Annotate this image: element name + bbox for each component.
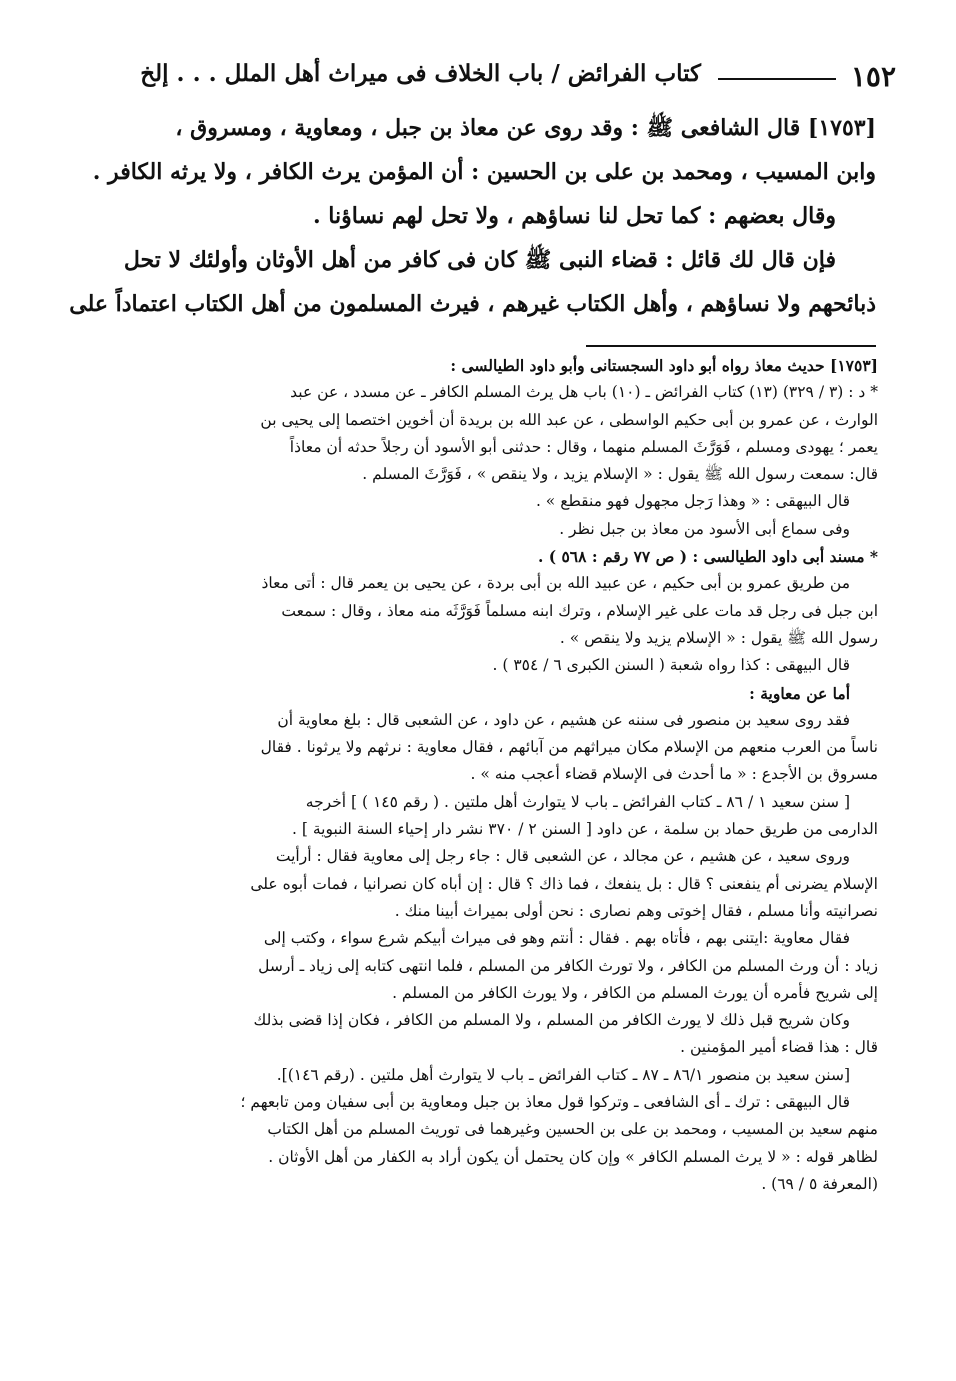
note-line: قال البيهقى : « وهذا رَجل مجهول فهو منقطع » . <box>535 492 850 511</box>
main-line: وابن المسيب ، ومحمد بن على بن الحسين : أن المؤمن يرث الكافر ، ولا يرثه الكافر . <box>92 159 876 185</box>
note-line: رسول الله ﷺ يقول : « الإسلام يزيد ولا ينقص » . <box>559 628 878 647</box>
note-line: فقال معاوية :ايتنى بهم ، فأتاه بهم . فقال : أنتم وهو فى ميراث أبيكم شرع سواء ، وكتب إلى <box>263 929 850 948</box>
page-header <box>62 56 896 96</box>
note-line: [ سنن سعيد ١ / ٨٦ ـ كتاب الفرائض ـ باب لا يتوارث أهل ملتين . ( رقم ١٤٥ ) ] أخرجه <box>305 792 850 811</box>
note-line: (المعرفة ٥ / ٦٩) . <box>761 1174 878 1193</box>
note-line: مسروق بن الأجدع : « ما أحدث فى الإسلام قضاء أعجب منه » . <box>470 765 878 784</box>
note-line: قال: سمعت رسول الله ﷺ يقول : « الإسلام يزيد ، ولا ينقص » ، فَوَرَّثَ المسلم . <box>362 465 878 484</box>
note-line: * د : (٣ / ٣٢٩) (١٣) كتاب الفرائض ـ (١٠) باب هل يرث المسلم الكافر ـ عن مسدد ، عن عبد <box>290 383 878 402</box>
note-line: لظاهر قوله : « لا يرث المسلم الكافر » وإن كان يحتمل أن يكون أراد به الكفار من أهل الأوثان . <box>268 1147 878 1166</box>
note-line: نصرانيته وأنا مسلم ، فقال إخوتى وهم نصارى : نحن أولى بميراث أبينا منك . <box>394 901 878 920</box>
note-line: قال : هذا قضاء أمير المؤمنين . <box>680 1038 878 1057</box>
main-line: [١٧٥٣] قال الشافعى ﷺ : وقد روى عن معاذ بن جبل ، ومعاوية ، ومسروق ، <box>175 115 876 141</box>
note-line: قال البيهقى : ترك ـ أى الشافعى ـ وتركوا قول معاذ بن جبل ومعاوية بن أبى سفيان ومن تابعهم ؛ <box>240 1093 850 1112</box>
note-line: زياد : أن ورث المسلم من الكافر ، ولا تورث الكافر من المسلم ، فلما انتهى كتابه إلى زياد ـ أرسل <box>258 956 878 975</box>
header-rule <box>718 78 836 80</box>
note-line: وروى سعيد ، عن هشيم ، عن مجالد ، عن الشعبى قال : جاء رجل إلى معاوية فقال : أرأيت <box>275 847 850 866</box>
note-line: يعمر ؛ يهودى ومسلم ، فَوَرَّثَ المسلم منهما ، وقال : حدثنى أبو الأسود أن رجلاً حدثه أن معاذاً <box>289 437 878 456</box>
note-line: الإسلام يضرنى أم ينفعنى ؟ قال : بل ينفعك ، فما ذاك ؟ قال : إن أباه كان نصرانيا ، فمات أبوه على <box>250 874 878 893</box>
note-line: قال البيهقى : كذا رواه شعبة ( السنن الكبرى ٦ / ٣٥٤ ) . <box>492 656 850 675</box>
footnotes <box>62 352 878 1198</box>
running-head: كتاب الفرائض / باب الخلاف فى ميراث أهل الملل . . . إلخ <box>140 60 701 87</box>
footnote-divider <box>586 345 876 347</box>
note-line: إلى شريح فأمره أن يورث المسلم من الكافر ، ولا يورث الكافر من المسلم . <box>392 983 878 1002</box>
note-line: وكان شريح قبل ذلك لا يورث الكافر من المسلم ، ولا المسلم من الكافر ، فكان إذا قضى بذلك <box>253 1011 850 1030</box>
main-line: فإن قال لك قائل : قضاء النبى ﷺ كان فى كافر من أهل الأوثان وأولئك لا تحل <box>123 247 836 273</box>
page-number: ١٥٢ <box>850 60 896 93</box>
note-line: ناساً من العرب منعهم من الإسلام مكان ميراثهم من آبائهم ، فقال معاوية : نرثهم ولا يرثونا . فقال <box>260 738 878 757</box>
note-line: [١٧٥٣] حديث معاذ رواه أبو داود السجستانى وأبو داود الطيالسى : <box>450 356 878 375</box>
note-subheading: أما عن معاوية : <box>749 683 850 703</box>
note-line: فقد روى سعيد بن منصور فى سننه عن هشيم ، عن داود ، عن الشعبى قال : بلغ معاوية أن <box>277 710 850 729</box>
main-line: ذبائحهم ولا نساؤهم ، وأهل الكتاب غيرهم ، فيرث المسلمون من أهل الكتاب اعتماداً على <box>69 291 876 317</box>
note-line: من طريق عمرو بن أبى حكيم ، عن عبيد الله بن أبى بردة ، عن يحيى بن يعمر قال : أتى معاذ <box>261 574 850 593</box>
note-line: [سنن سعيد بن منصور ٨٦/١ ـ ٨٧ ـ كتاب الفرائض ـ باب لا يتوارث أهل ملتين . (رقم ١٤٦)]. <box>276 1065 850 1084</box>
main-text <box>62 106 876 326</box>
note-line: * مسند أبى داود الطيالسى : ( ص ٧٧ رقم : ٥٦٨ ) . <box>537 547 878 567</box>
note-line: الدارمى من طريق حماد بن سلمة ، عن داود [ السنن ٢ / ٣٧٠ نشر دار إحياء السنة النبوية ] . <box>292 820 878 839</box>
book-page <box>62 0 896 1381</box>
note-line: وفى سماع أبى الأسود من معاذ بن جبل نظر . <box>559 519 850 538</box>
main-line: وقال بعضهم : كما تحل لنا نساؤهم ، ولا تحل لهم نساؤنا . <box>312 203 836 229</box>
note-line: منهم سعيد بن المسيب ، ومحمد بن على بن الحسين وغيرهما فى توريث المسلم من أهل الكتاب <box>267 1120 878 1139</box>
note-line: الوارث ، عن عمرو بن أبى حكيم الواسطى ، عن عبد الله بن بريدة أن أخوين اختصما إلى يحيى بن <box>260 410 878 429</box>
note-line: ابن جبل فى رجل قد مات على غير الإسلام ، وترك ابنه مسلماً فَوَرَّثَه منه معاذ ، وقال : سمعت <box>281 601 878 620</box>
